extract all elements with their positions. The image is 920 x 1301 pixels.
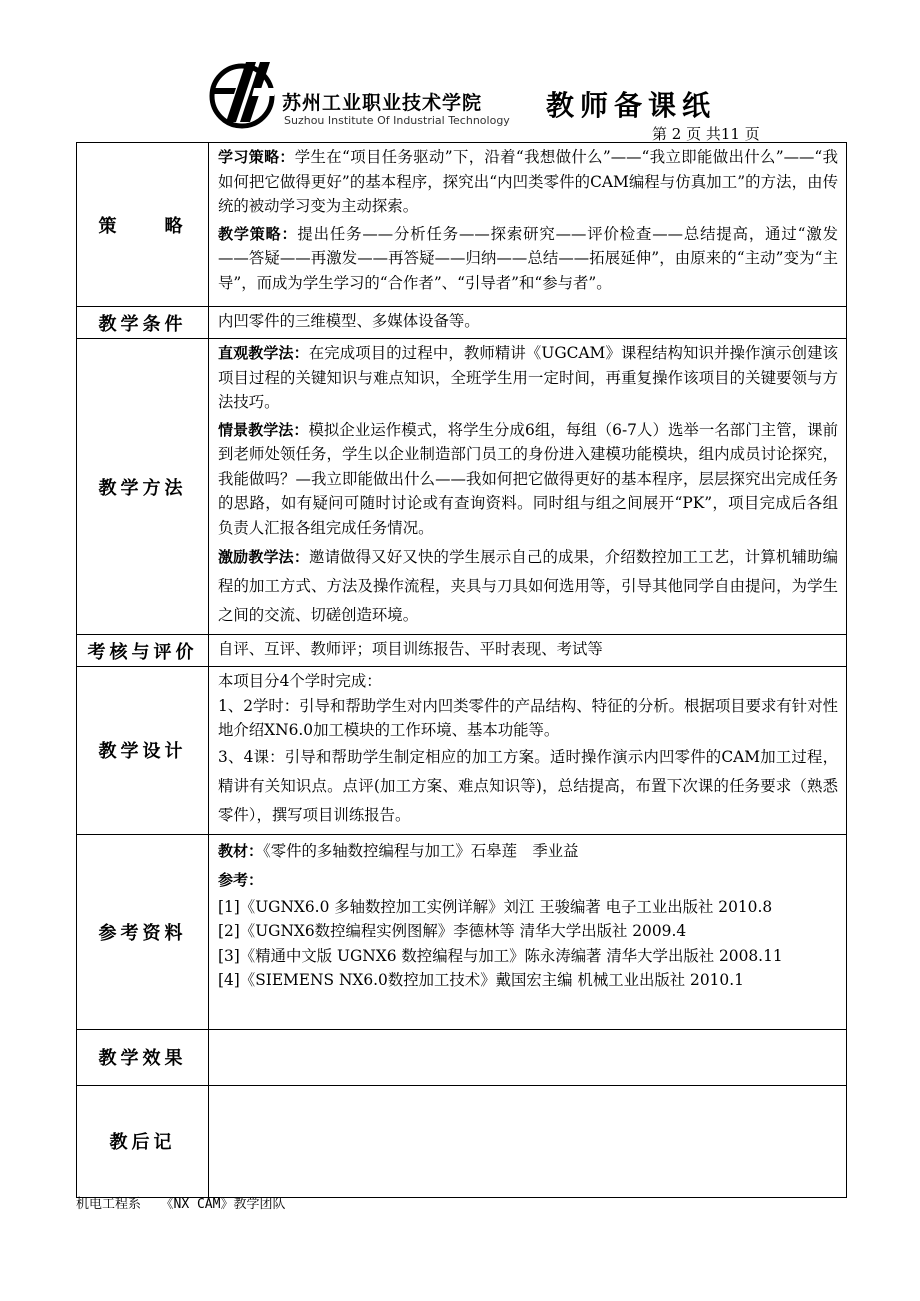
intuitive-method-text: 在完成项目的过程中，教师精讲《UGCAM》课程结构知识并操作演示创建该项目过程的关键知识与难点知识，全班学生用一定时间，再重复操作该项目的关键要领与方法技巧。 <box>218 344 838 411</box>
teaching-strategy-text: 提出任务——分析任务——探索研究——评价检查——总结提高，通过“激发——答疑——再激发——再答疑——归纳——总结——拓展延伸”，由原来的“主动”变为“主导”，而成为学生学习的“合作者”、“引导者”和“参与者”。 <box>218 224 838 292</box>
content-methods <box>209 339 847 635</box>
label-effect: 教学效果 <box>77 1029 209 1085</box>
scenario-method-text: 模拟企业运作模式，将学生分成6组，每组（6-7人）选举一名部门主管，课前到老师处领任务，学生以企业制造部门员工的身份进入建模功能模块，组内成员讨论探究，我能做吗？—我立即能做出什么——我如何把它做得更好的基本程序，层层探究出完成任务的思路，如有疑问可随时讨论或有查询资料。同时组与组之间展开“PK”，项目完成后各组负责人汇报各组完成任务情况。 <box>218 420 838 537</box>
school-logo-icon <box>206 58 278 130</box>
label-references: 参考资料 <box>77 834 209 1029</box>
label-postscript: 教后记 <box>77 1085 209 1197</box>
row-postscript <box>77 1085 847 1197</box>
content-effect <box>209 1029 847 1085</box>
learning-strategy-key: 学习策略： <box>218 148 295 166</box>
label-strategy: 策 略 <box>77 143 209 307</box>
teaching-strategy <box>218 222 838 296</box>
page-header <box>206 58 766 130</box>
textbook <box>218 837 838 866</box>
content-references <box>209 834 847 1029</box>
content-evaluation: 自评、互评、教师评；项目训练报告、平时表现、考试等 <box>209 635 847 667</box>
reference-item-4: [4]《SIEMENS NX6.0数控加工技术》戴国宏主编 机械工业出版社 2010.1 <box>218 971 744 989</box>
intuitive-method-key: 直观教学法： <box>218 344 309 362</box>
learning-strategy <box>218 145 838 219</box>
page-number: 第 2 页 共11 页 <box>652 125 760 143</box>
row-strategy <box>77 143 847 307</box>
lesson-plan-table <box>76 142 847 1198</box>
row-conditions <box>77 307 847 339</box>
reference-item-2: [2]《UGNX6数控编程实例图解》李德林等 清华大学出版社 2009.4 <box>218 922 687 940</box>
page-footer: 机电工程系 《NX CAM》教学团队 <box>76 1197 286 1212</box>
scenario-method-key: 情景教学法： <box>218 420 309 439</box>
learning-strategy-text: 学生在“项目任务驱动”下，沿着“我想做什么”——“我立即能做出什么”——“我如何把它做得更好”的基本程序，探究出“内凹类零件的CAM编程与仿真加工”的方法，由传统的被动学习变为主动探索。 <box>218 148 838 215</box>
incentive-method-text: 邀请做得又好又快的学生展示自己的成果，介绍数控加工工艺，计算机辅助编程的加工方式、方法及操作流程，夹具与刀具如何选用等，引导其他同学自由提问，为学生之间的交流、切磋创造环境。 <box>218 548 838 624</box>
label-methods: 教学方法 <box>77 339 209 635</box>
incentive-method-key: 激励教学法： <box>218 548 310 566</box>
document-title: 教师备课纸 <box>546 89 717 122</box>
incentive-method <box>218 543 838 630</box>
teaching-strategy-key: 教学策略： <box>218 224 298 243</box>
design-line-3: 3、4课：引导和帮助学生制定相应的加工方案。适时操作演示内凹零件的CAM加工过程，精讲有关知识点。点评(加工方案、难点知识等)，总结提高，布置下次课的任务要求（熟悉零件），撰写项目训练报告。 <box>218 747 838 824</box>
row-references <box>77 834 847 1029</box>
label-design: 教学设计 <box>77 667 209 835</box>
textbook-key: 教材： <box>218 841 264 860</box>
school-name-en: Suzhou Institute Of Industrial Technology <box>284 114 510 127</box>
school-name-cn: 苏州工业职业技术学院 <box>282 92 483 114</box>
content-design <box>209 667 847 835</box>
design-line-2: 1、2学时：引导和帮助学生对内凹类零件的产品结构、特征的分析。根据项目要求有针对性地介绍XN6.0加工模块的工作环境、基本功能等。 <box>218 696 838 739</box>
content-conditions: 内凹零件的三维模型、多媒体设备等。 <box>209 307 847 339</box>
reference-key: 参考： <box>218 870 264 889</box>
scenario-method <box>218 418 838 541</box>
reference-item-1: [1]《UGNX6.0 多轴数控加工实例详解》刘江 王骏编著 电子工业出版社 2010.8 <box>218 897 773 916</box>
label-evaluation: 考核与评价 <box>77 635 209 667</box>
label-conditions: 教学条件 <box>77 307 209 339</box>
content-postscript <box>209 1085 847 1197</box>
row-design <box>77 667 847 835</box>
reference-item-3: [3]《精通中文版 UGNX6 数控编程与加工》陈永涛编著 清华大学出版社 2008.11 <box>218 946 783 965</box>
row-evaluation <box>77 635 847 667</box>
intuitive-method <box>218 341 838 415</box>
content-strategy <box>209 143 847 307</box>
design-line-1: 本项目分4个学时完成： <box>218 672 382 690</box>
textbook-text: 《零件的多轴数控编程与加工》石皋莲 季业益 <box>263 841 579 860</box>
row-methods <box>77 339 847 635</box>
reference-heading <box>218 866 838 895</box>
row-effect <box>77 1029 847 1085</box>
